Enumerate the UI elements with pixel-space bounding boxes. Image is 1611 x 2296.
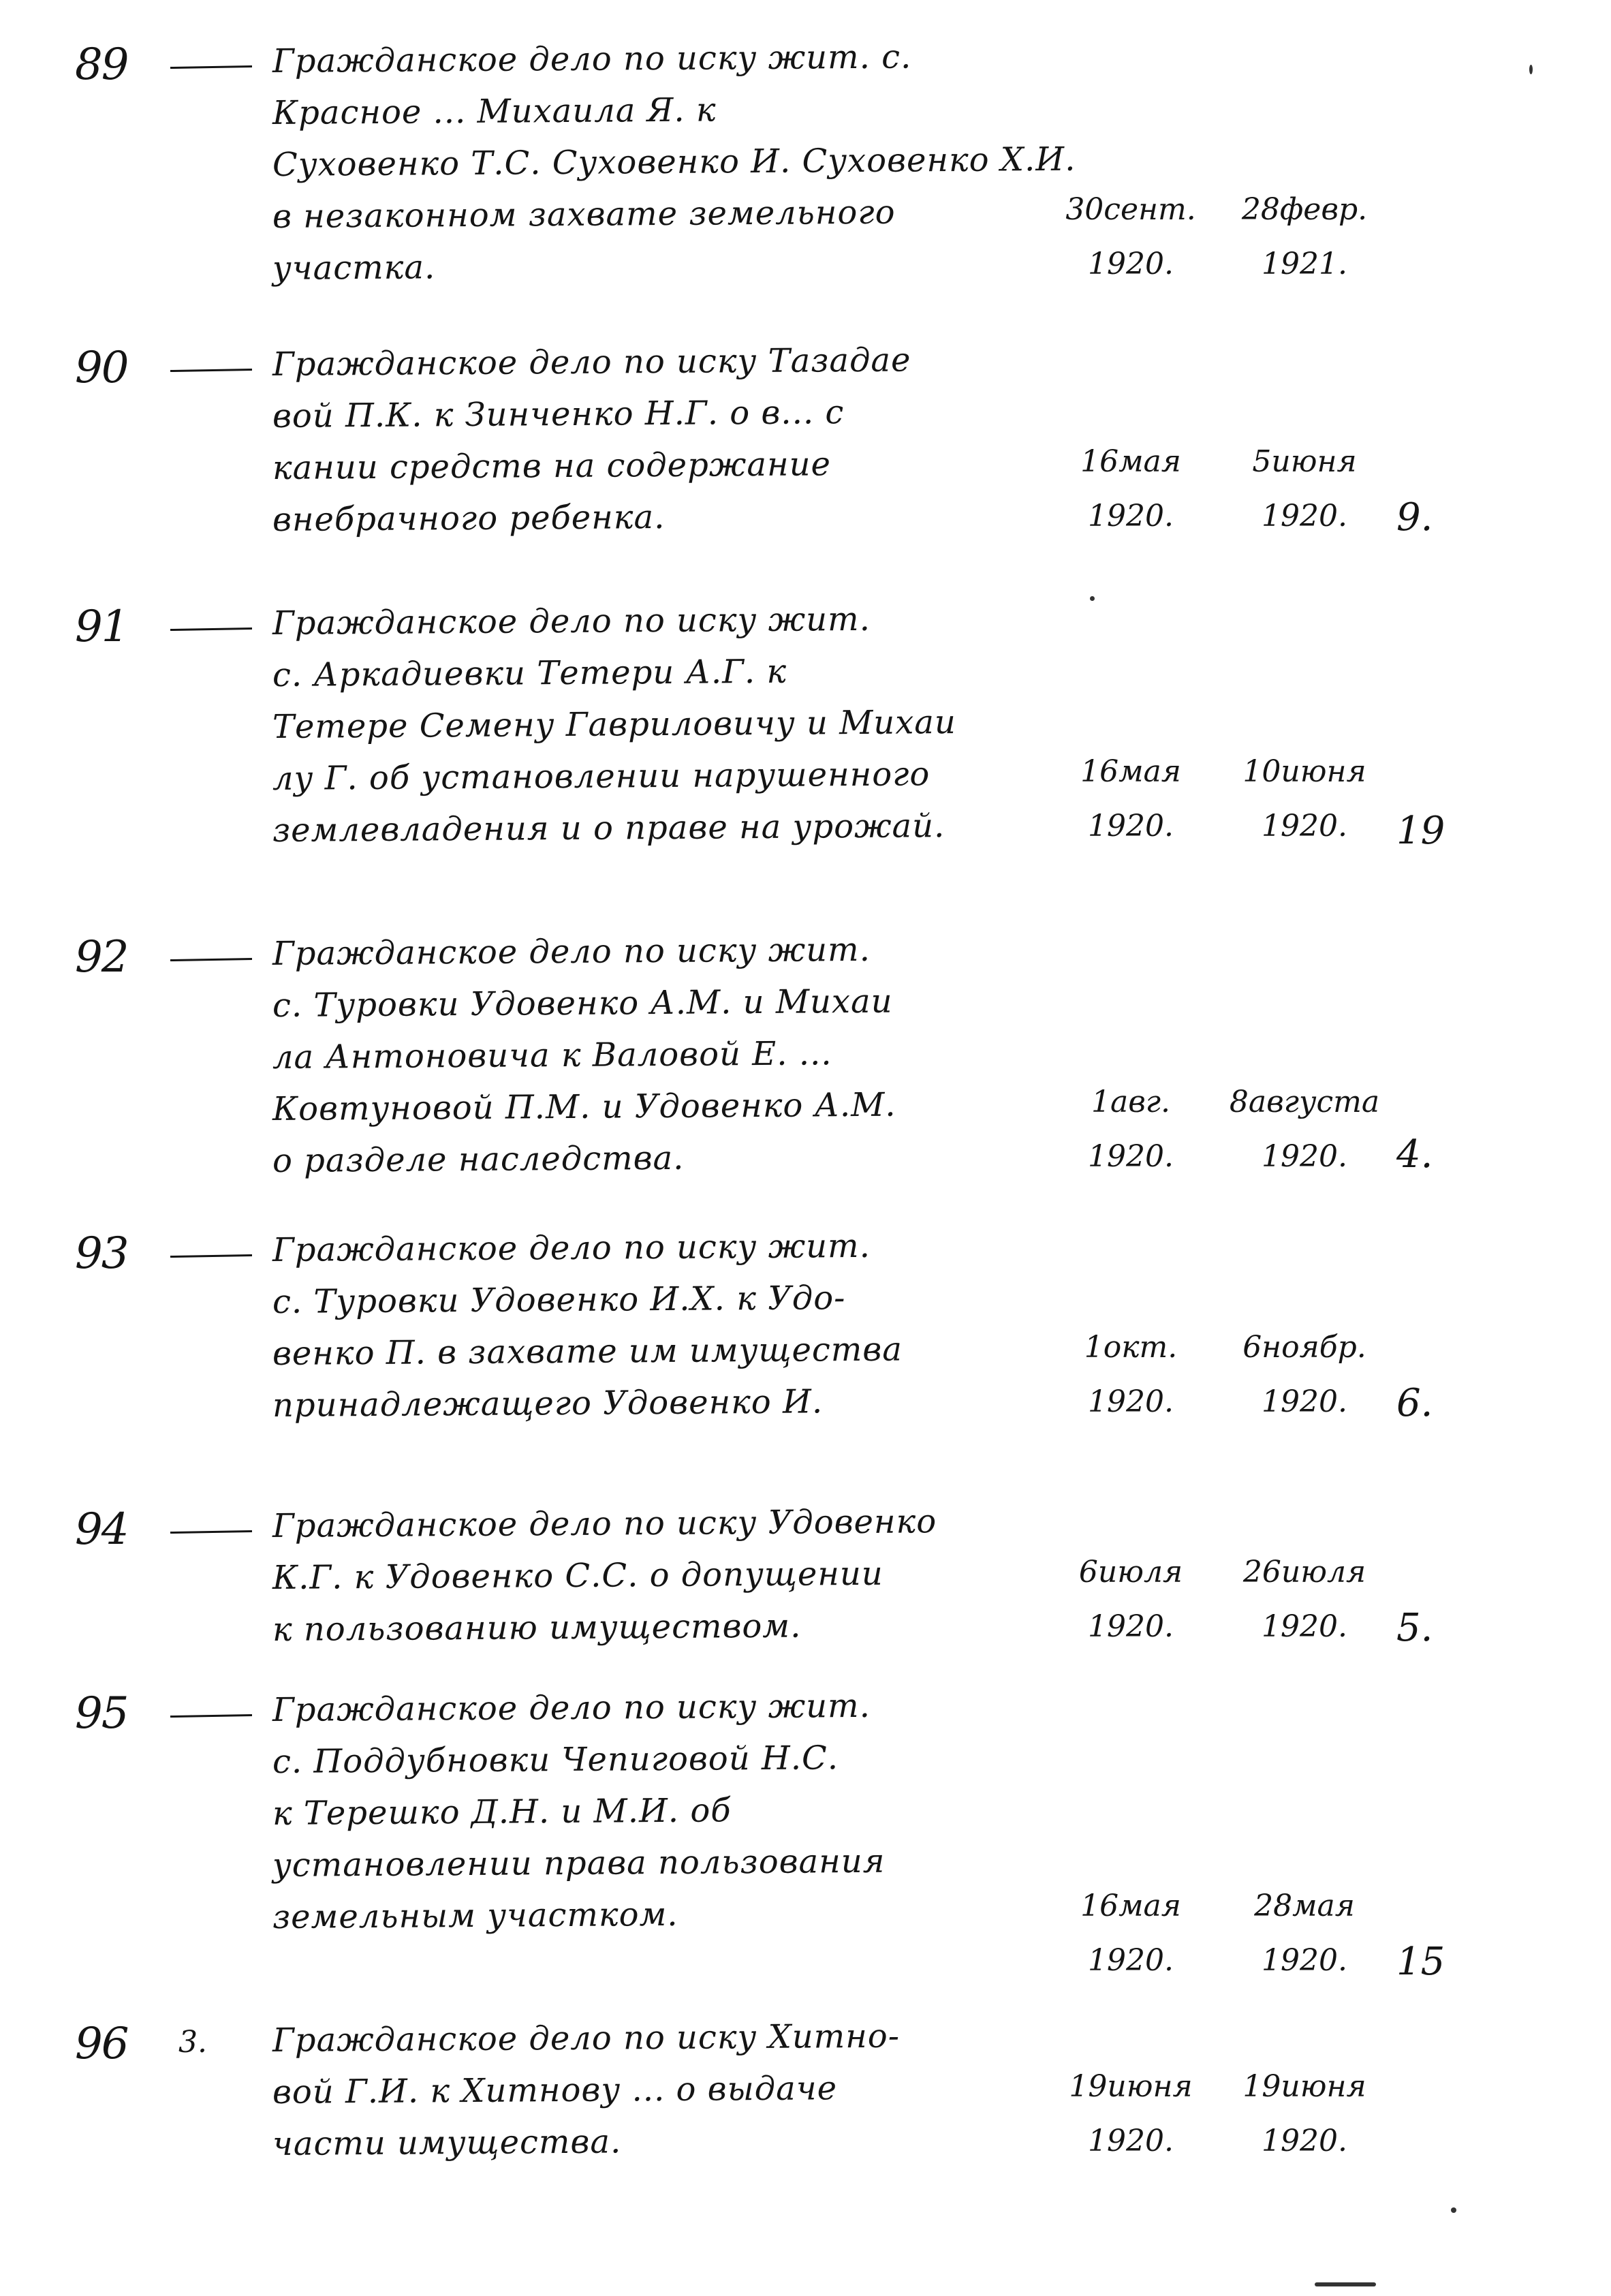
entry-dash <box>170 1254 252 1258</box>
description-line: кании средств на содержание <box>272 445 832 487</box>
description-line: с. Поддубновки Чепиговой Н.С. <box>272 1739 839 1781</box>
end-day: 6ноябр. <box>1242 1330 1366 1365</box>
end-date <box>1226 191 1383 283</box>
entry-description <box>272 600 1076 858</box>
end-year: 1920. <box>1262 499 1347 533</box>
description-line: к Терешко Д.Н. и М.И. об <box>272 1791 732 1833</box>
start-date <box>1052 443 1209 536</box>
description-line: Тетере Семену Гавриловичу и Михаи <box>272 702 957 746</box>
description-line: части имущества. <box>272 2122 622 2163</box>
description-line: Гражданское дело по иску жит. <box>272 1686 871 1729</box>
start-year: 1920. <box>1088 809 1174 843</box>
description-line: Гражданское дело по иску Тазадае <box>272 341 911 384</box>
sheet-count: 4. <box>1396 1132 1433 1177</box>
scan-speck <box>1090 596 1095 601</box>
end-year: 1920. <box>1262 1384 1347 1419</box>
start-day: 1окт. <box>1084 1330 1178 1365</box>
start-day: 16мая <box>1080 1889 1181 1923</box>
scan-speck <box>1451 2207 1456 2213</box>
description-line: вой П.К. к Зинченко Н.Г. о в... с <box>272 393 845 435</box>
entry-description <box>272 341 1076 548</box>
start-year: 1920. <box>1088 1139 1174 1174</box>
end-date <box>1226 753 1383 846</box>
end-date <box>1226 1887 1383 1980</box>
description-line: Гражданское дело по иску жит. <box>272 1226 871 1269</box>
description-line: вой Г.И. к Хитнову ... о выдаче <box>272 2069 838 2111</box>
sheet-count: 15 <box>1396 1940 1445 1984</box>
end-year: 1920. <box>1262 1139 1347 1174</box>
end-day: 8августа <box>1229 1085 1380 1119</box>
entry-dash <box>170 627 252 631</box>
start-date <box>1052 191 1209 283</box>
entry-description <box>272 1226 1076 1433</box>
entry-description <box>272 1502 1076 1658</box>
entry-description <box>272 1686 1076 1945</box>
start-year: 1920. <box>1088 499 1174 533</box>
description-line: венко П. в захвате им имущества <box>272 1330 903 1373</box>
description-line: Гражданское дело по иску жит. <box>272 600 871 642</box>
start-year: 1920. <box>1088 1384 1174 1419</box>
entry-dash <box>170 369 252 372</box>
entry-dash <box>170 1530 252 1534</box>
start-date <box>1052 1553 1209 1646</box>
description-line: установлении права пользования <box>272 1842 886 1884</box>
start-day: 16мая <box>1080 444 1181 479</box>
end-day: 26июля <box>1242 1555 1366 1589</box>
entry-number: 93 <box>75 1228 128 1279</box>
end-date <box>1226 1083 1383 1176</box>
start-date <box>1052 2068 1209 2160</box>
end-date <box>1226 1329 1383 1421</box>
description-line: Красное ... Михаила Я. к <box>272 91 717 132</box>
end-day: 28февр. <box>1241 192 1368 227</box>
end-year: 1920. <box>1262 809 1347 843</box>
entry-description <box>272 2017 1076 2172</box>
description-line: К.Г. к Удовенко С.С. о допущении <box>272 1554 883 1597</box>
description-line: внебрачного ребенка. <box>272 497 666 539</box>
entry-description <box>272 930 1076 1189</box>
end-day: 10июня <box>1242 754 1366 789</box>
description-line: с. Аркадиевки Тетери А.Г. к <box>272 652 787 694</box>
start-day: 16мая <box>1080 754 1181 789</box>
end-year: 1920. <box>1262 1943 1347 1978</box>
entry-dash <box>170 958 252 961</box>
entry-number: 91 <box>75 602 128 652</box>
start-date <box>1052 1329 1209 1421</box>
entry-description <box>272 37 1076 296</box>
start-day: 30сент. <box>1065 192 1196 227</box>
entry-dash <box>170 65 252 69</box>
end-day: 5июня <box>1252 444 1357 479</box>
description-line: участка. <box>272 248 436 288</box>
description-line: Гражданское дело по иску Хитно- <box>272 2017 901 2060</box>
description-line: в незаконном захвате земельного <box>272 193 896 236</box>
scan-speck <box>1529 65 1533 74</box>
sheet-count: 6. <box>1396 1381 1433 1425</box>
start-year: 1920. <box>1088 1943 1174 1978</box>
description-line: Гражданское дело по иску жит. с. <box>272 37 912 80</box>
end-year: 1920. <box>1262 2124 1347 2158</box>
description-line: принадлежащего Удовенко И. <box>272 1382 824 1425</box>
start-day: 6июля <box>1078 1555 1183 1589</box>
end-day: 28мая <box>1254 1889 1355 1923</box>
start-day: 1авг. <box>1091 1085 1171 1119</box>
end-date <box>1226 1553 1383 1646</box>
entry-number: 96 <box>75 2019 128 2069</box>
entry-number: 92 <box>75 932 128 982</box>
entry-mark: 3. <box>178 2025 207 2060</box>
start-day: 19июня <box>1069 2069 1193 2104</box>
sheet-count: 9. <box>1396 495 1433 540</box>
description-line: о разделе наследства. <box>272 1138 685 1180</box>
entry-number: 95 <box>75 1688 128 1739</box>
description-line: Гражданское дело по иску жит. <box>272 930 871 973</box>
description-line: к пользованию имуществом. <box>272 1607 802 1649</box>
description-line: с. Туровки Удовенко И.Х. к Удо- <box>272 1279 846 1321</box>
start-year: 1920. <box>1088 2124 1174 2158</box>
description-line: Суховенко Т.С. Суховенко И. Суховенко Х.И. <box>272 140 1076 184</box>
sheet-count: 19 <box>1396 809 1445 853</box>
description-line: с. Туровки Удовенко А.М. и Михаи <box>272 982 893 1025</box>
entry-number: 94 <box>75 1504 128 1555</box>
start-date <box>1052 1083 1209 1176</box>
entry-dash <box>170 1714 252 1718</box>
scan-speck <box>1315 2282 1376 2286</box>
description-line: землевладения и о праве на урожай. <box>272 807 945 850</box>
description-line: лу Г. об установлении нарушенного <box>272 755 930 798</box>
start-date <box>1052 1887 1209 1980</box>
description-line: земельным участком. <box>272 1895 678 1936</box>
description-line: Ковтуновой П.М. и Удовенко А.М. <box>272 1085 896 1128</box>
entry-number: 89 <box>75 40 128 90</box>
end-date <box>1226 2068 1383 2160</box>
description-line: ла Антоновича к Валовой Е. ... <box>272 1034 832 1076</box>
end-day: 19июня <box>1242 2069 1366 2104</box>
entry-number: 90 <box>75 343 128 393</box>
end-year: 1921. <box>1262 247 1347 281</box>
start-year: 1920. <box>1088 247 1174 281</box>
sheet-count: 5. <box>1396 1606 1433 1650</box>
start-date <box>1052 753 1209 846</box>
description-line: Гражданское дело по иску Удовенко <box>272 1502 937 1545</box>
end-date <box>1226 443 1383 536</box>
start-year: 1920. <box>1088 1609 1174 1644</box>
end-year: 1920. <box>1262 1609 1347 1644</box>
